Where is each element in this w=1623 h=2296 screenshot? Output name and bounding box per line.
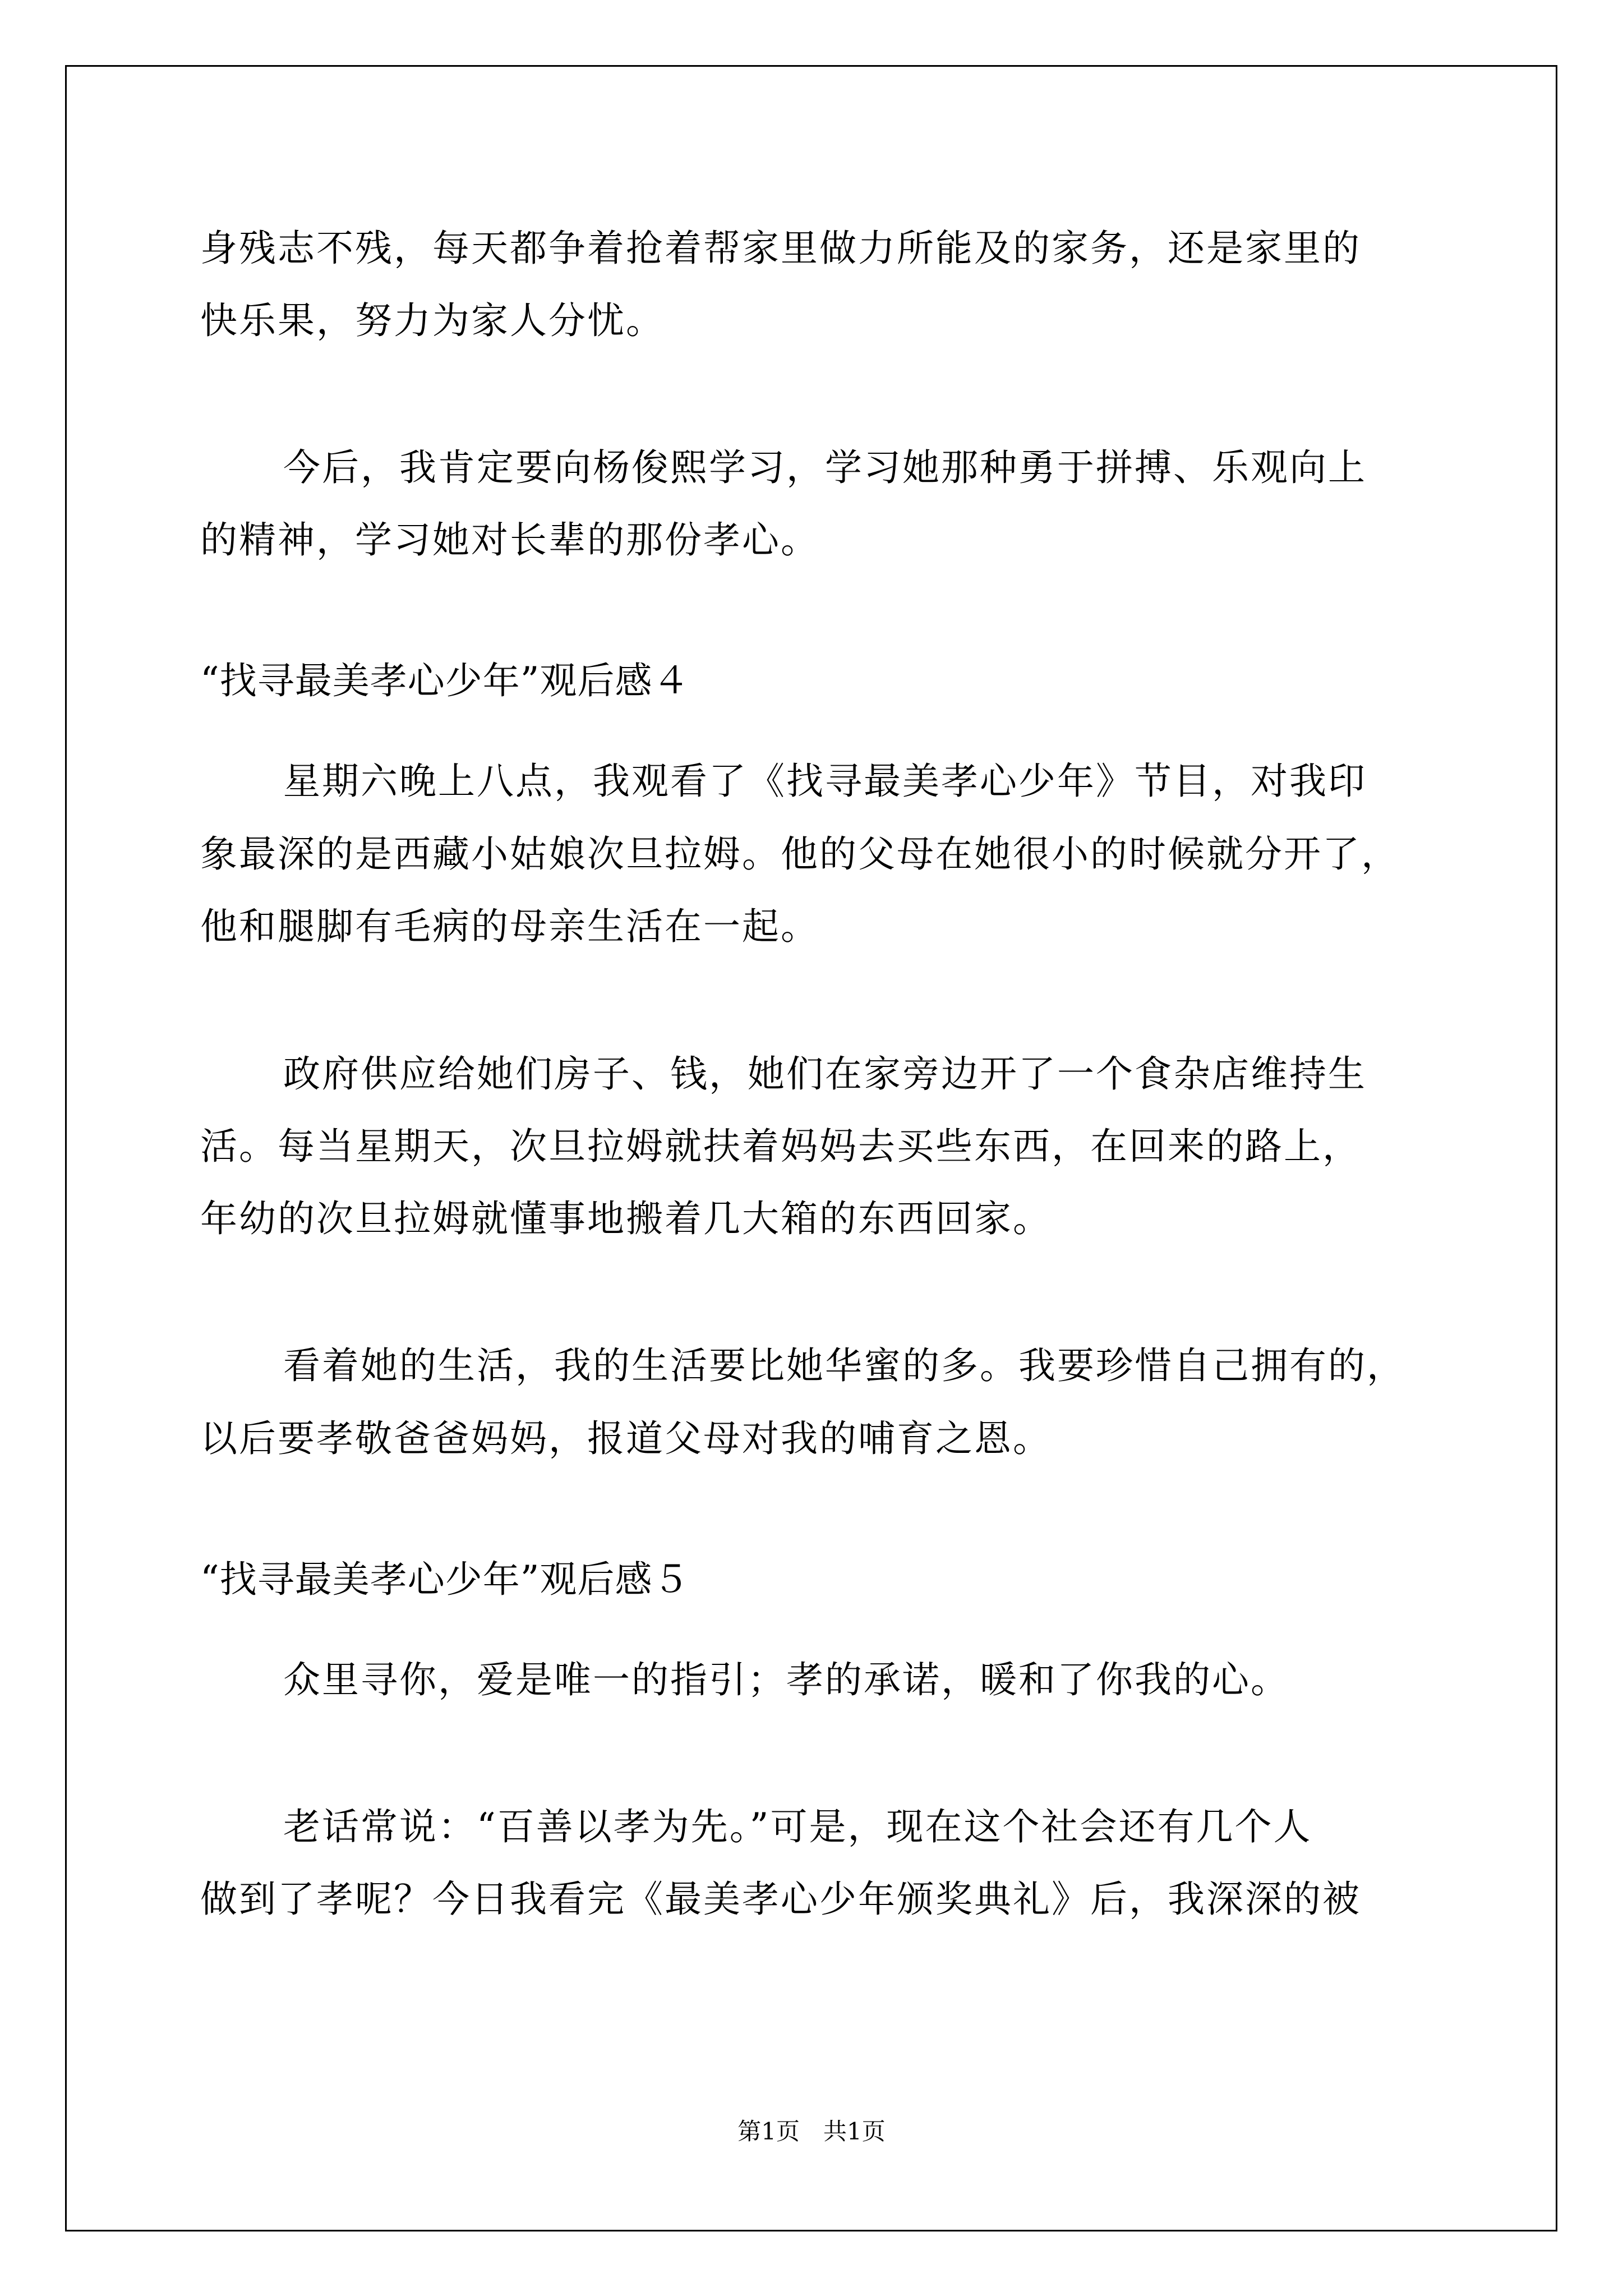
page-number-footer: 第1页 共1页 [737, 2118, 886, 2145]
text-line: 他和腿脚有毛病的母亲生活在一起。 [200, 905, 819, 948]
text-line: 活。每当星期天，次旦拉姆就扶着妈妈去买些东西，在回来的路上， [200, 1125, 1361, 1168]
text-line: 政府供应给她们房子、钱，她们在家旁边开了一个食杂店维持生 [283, 1052, 1367, 1096]
text-line: 看着她的生活，我的生活要比她华蜜的多。我要珍惜自己拥有的， [283, 1344, 1405, 1387]
text-line: 的精神，学习她对长辈的那份孝心。 [200, 518, 819, 562]
section-heading: “找寻最美孝心少年”观后感４ [200, 659, 690, 702]
text-line: 今后，我肯定要向杨俊熙学习，学习她那种勇于拼搏、乐观向上 [283, 446, 1367, 489]
section-heading: “找寻最美孝心少年”观后感５ [200, 1558, 690, 1601]
text-line: 快乐果，努力为家人分忧。 [200, 299, 665, 342]
text-line: 年幼的次旦拉姆就懂事地搬着几大箱的东西回家。 [200, 1197, 1052, 1240]
text-line: 做到了孝呢？今日我看完《最美孝心少年颁奖典礼》后，我深深的被 [200, 1878, 1361, 1921]
text-line: 象最深的是西藏小姑娘次旦拉姆。他的父母在她很小的时候就分开了， [200, 832, 1400, 876]
text-line: 老话常说：“百善以孝为先。”可是，现在这个社会还有几个人 [283, 1805, 1312, 1848]
text-line: 星期六晚上八点，我观看了《找寻最美孝心少年》节目，对我印 [283, 760, 1367, 803]
text-line: 以后要孝敬爸爸妈妈，报道父母对我的哺育之恩。 [200, 1417, 1052, 1460]
text-line: 身残志不残，每天都争着抢着帮家里做力所能及的家务，还是家里的 [200, 227, 1361, 270]
text-line: 众里寻你，爱是唯一的指引；孝的承诺，暖和了你我的心。 [283, 1658, 1289, 1701]
